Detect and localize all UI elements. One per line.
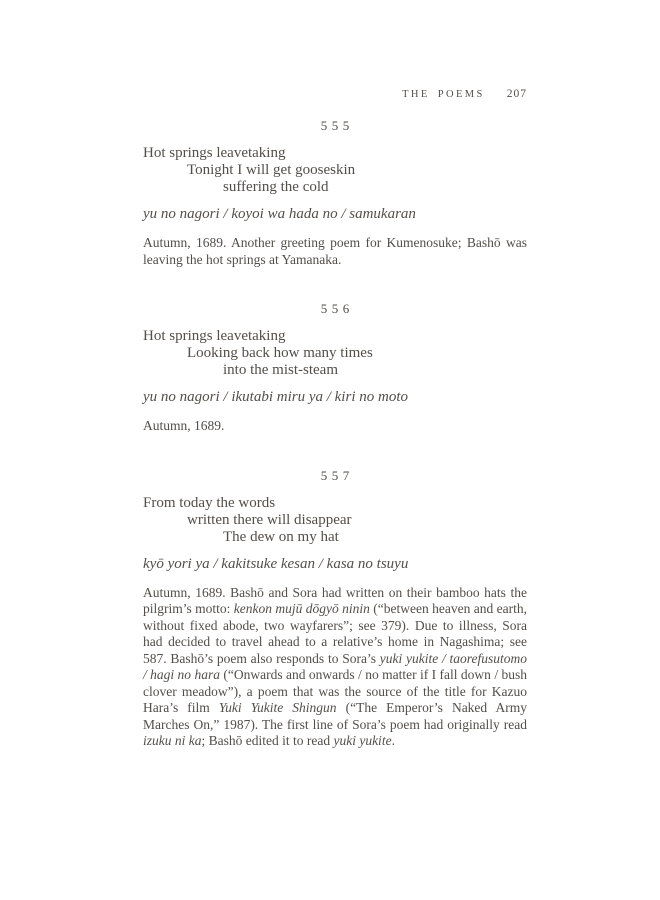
poem-line: From today the words	[143, 494, 276, 511]
poem-number: 555	[320, 118, 354, 133]
poem-556	[143, 300, 527, 435]
romaji-transliteration: yu no nagori / koyoi wa hada no / samukaran	[143, 206, 416, 222]
poem-line: into the mist-steam	[223, 362, 338, 378]
poem-number: 556	[320, 301, 354, 316]
poem-557	[143, 467, 527, 750]
poem-line: Looking back how many times	[187, 345, 373, 361]
running-header	[143, 88, 527, 101]
romaji-transliteration: yu no nagori / ikutabi miru ya / kiri no moto	[143, 389, 408, 405]
poem-line: suffering the cold	[223, 179, 329, 195]
poem-line: written there will disappear	[187, 511, 352, 528]
poem-line: Hot springs leavetaking	[143, 328, 286, 344]
poem-note: Autumn, 1689.	[143, 418, 225, 433]
poem-555	[143, 117, 527, 268]
poem-verse	[143, 495, 527, 546]
poem-line: The dew on my hat	[223, 528, 339, 545]
poem-verse	[143, 328, 527, 379]
poem-verse	[143, 145, 527, 196]
page-number: 207	[506, 88, 527, 100]
poem-note: Autumn, 1689. Another greeting poem for Kumenosuke; Bashō was leaving the hot springs at Yamanaka.	[143, 235, 527, 267]
running-header-section-title: THE POEMS	[402, 89, 485, 100]
romaji-transliteration: kyō yori ya / kakitsuke kesan / kasa no tsuyu	[143, 555, 409, 572]
poem-line: Hot springs leavetaking	[143, 145, 286, 161]
poem-note: Autumn, 1689. Bashō and Sora had written on their bamboo hats the pilgrim’s motto: kenkon mujū dōgyō ninin (“between heaven and earth, without fixed abode, two wayfarers”; see 379). Due to illness, Sora had decided to travel ahead to a relative’s home in Nagashima; see 587. Bashō’s poem also responds to Sora’s yuki yukite / taorefusutomo / hagi no hara (“Onwards and onwards / no matter if I fall down / bush clover meadow”), a poem that was the source of the title for Kazuo Hara’s film Yuki Yukite Shingun (“The Emperor’s Naked Army Marches On,” 1987). The first line of Sora’s poem had originally read izuku ni ka; Bashō edited it to read yuki yukite.	[143, 584, 527, 748]
poem-number: 557	[320, 467, 354, 483]
poem-line: Tonight I will get gooseskin	[187, 162, 356, 178]
